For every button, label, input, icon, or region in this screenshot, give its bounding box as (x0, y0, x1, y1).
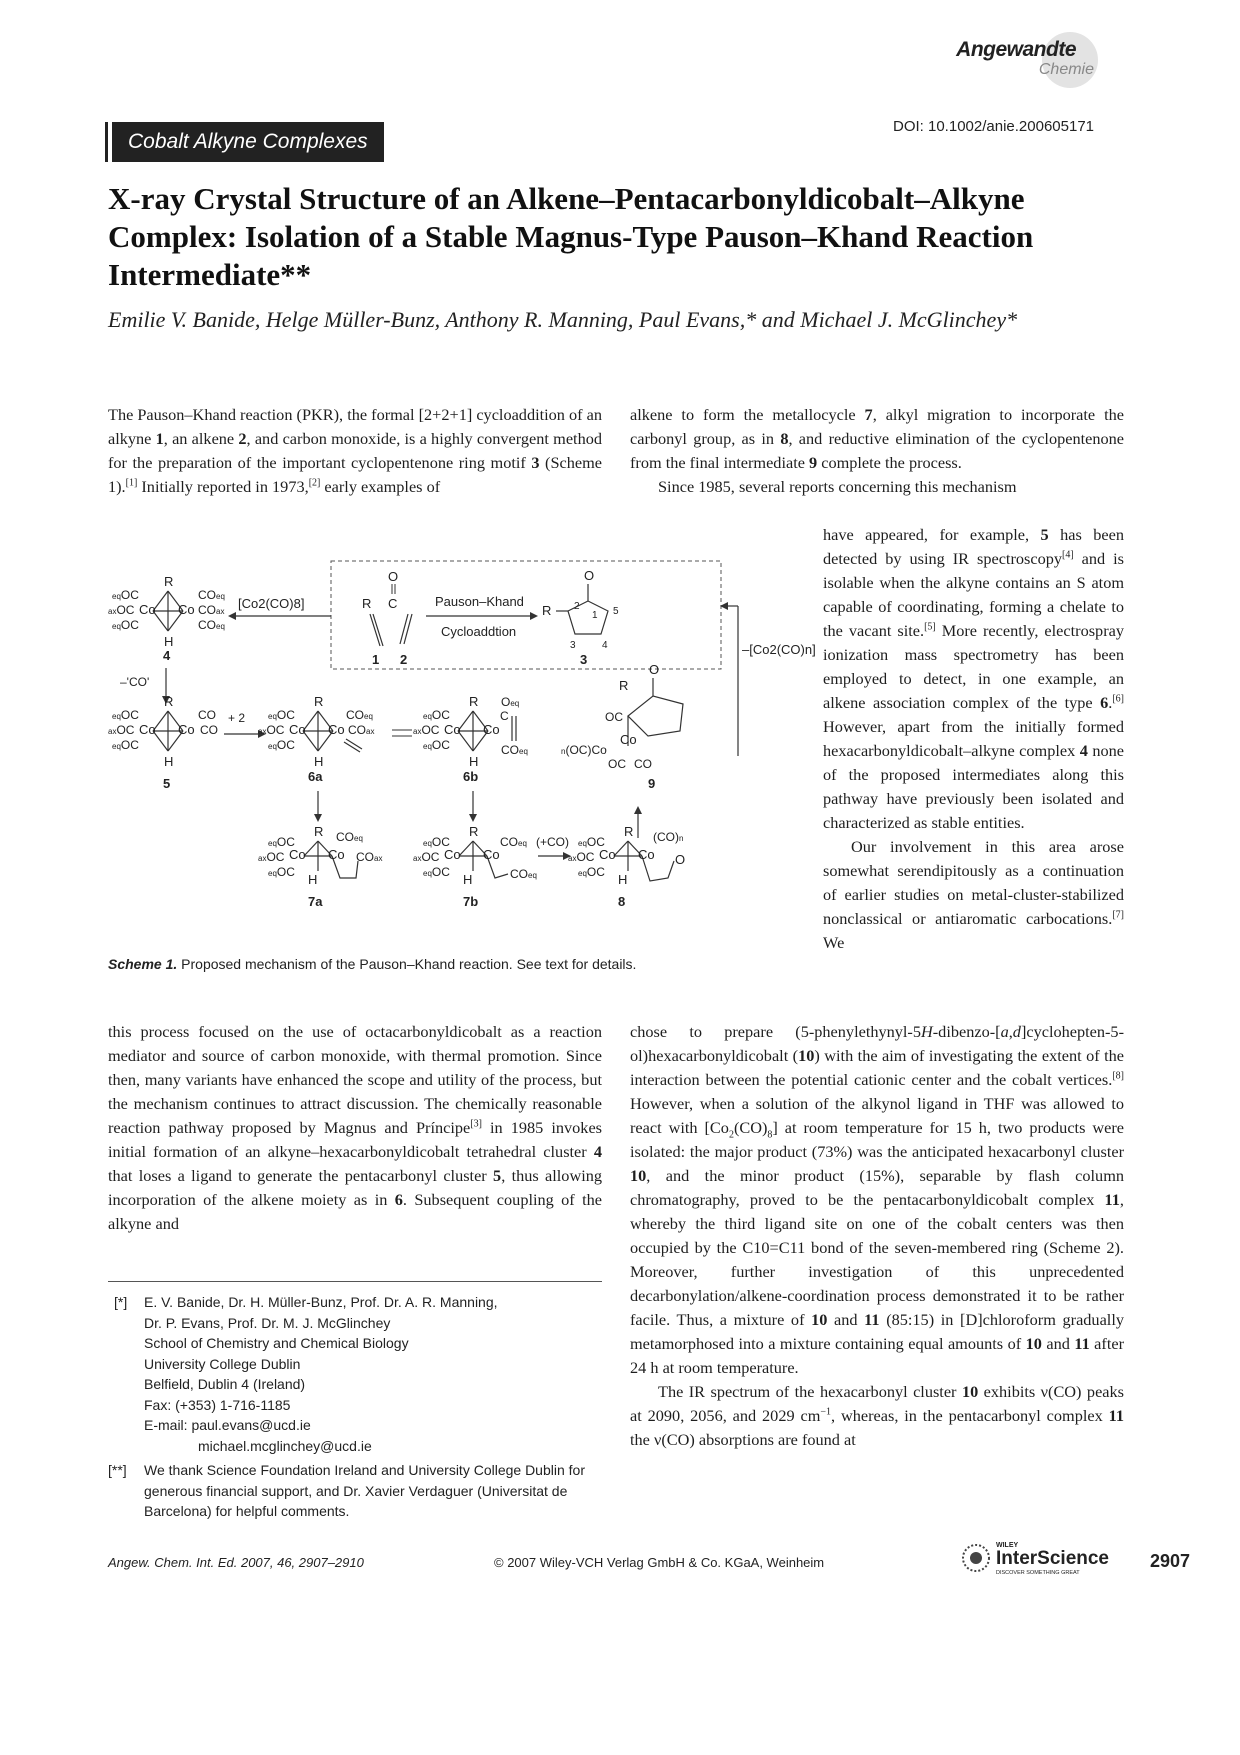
svg-text:H: H (469, 754, 479, 769)
fn-line: Fax: (+353) 1-716-1185 (144, 1396, 291, 1413)
svg-text:Co: Co (599, 847, 616, 862)
label-7a: 7a (308, 894, 323, 909)
label-1: 1 (372, 652, 380, 667)
svg-text:eqOC: eqOC (112, 618, 139, 632)
svg-text:eqOC: eqOC (423, 708, 450, 722)
svg-text:eqOC: eqOC (423, 865, 450, 879)
svg-text:R: R (469, 824, 479, 839)
loss-label: –[Co2(CO)n] (742, 642, 816, 657)
body-col2-top: alkene to form the metallocycle 7, alkyl migration to incorporate the carbonyl group, as in 8, and reductive elimination of the cyclopentenone from the final intermediate 9 complete the process. Since 1985, several reports concerning this mechanism (630, 405, 1125, 496)
svg-text:eqOC: eqOC (423, 835, 450, 849)
section-tag: Cobalt Alkyne Complexes (108, 122, 384, 162)
svg-text:R: R (164, 574, 174, 589)
plus-two-label: + 2 (228, 711, 246, 725)
minus-co-label: –'CO' (120, 675, 150, 689)
footer-journal-citation: Angew. Chem. Int. Ed. 2007, 46, 2907–2910 (108, 1555, 364, 1570)
fn-line: Belfield, Dublin 4 (Ireland) (144, 1376, 306, 1392)
scheme-caption (108, 956, 636, 972)
svg-text:COeq: COeq (500, 835, 527, 849)
compound-3-structure (556, 584, 608, 634)
svg-text:axOC: axOC (258, 850, 285, 864)
label-6b: 6b (463, 769, 479, 784)
interscience-logo (958, 1538, 1138, 1578)
svg-text:Co: Co (328, 722, 345, 737)
svg-text:Co: Co (178, 602, 195, 617)
plus-co-label: (+CO) (536, 835, 569, 849)
doi[interactable]: DOI: 10.1002/anie.200605171 (893, 118, 1094, 135)
svg-text:eqOC: eqOC (112, 588, 139, 602)
svg-text:Co: Co (620, 732, 637, 747)
svg-text:eqOC: eqOC (423, 738, 450, 752)
svg-text:1: 1 (592, 610, 598, 621)
label-6a: 6a (308, 769, 323, 784)
svg-text:axOC: axOC (108, 723, 135, 737)
svg-text:H: H (164, 634, 174, 649)
scheme-1-figure (108, 556, 816, 946)
svg-text:axOC: axOC (568, 850, 595, 864)
fn2-text: We thank Science Foundation Ireland and University College Dublin for generous financial support, and Dr. Xavier Verdaguer (Universitat de Barcelona) for helpful comments. (144, 1462, 585, 1519)
svg-text:Co: Co (139, 722, 156, 737)
svg-text:eqOC: eqOC (268, 738, 295, 752)
fn-line: E. V. Banide, Dr. H. Müller-Bunz, Prof. Dr. A. R. Manning, (144, 1294, 498, 1310)
svg-text:Co: Co (444, 722, 461, 737)
svg-text:R: R (619, 678, 629, 693)
svg-text:COeq: COeq (198, 618, 225, 632)
svg-text:H: H (164, 754, 174, 769)
label-9: 9 (648, 776, 656, 791)
svg-text:eqOC: eqOC (268, 835, 295, 849)
footnote-acknowledgment (108, 1460, 602, 1522)
label-3: 3 (580, 652, 588, 667)
body-col1-bottom: this process focused on the use of octacarbonyldicobalt as a reaction mediator and source of carbon monoxide, with thermal promotion. Since then, many variants have enhanced the scope and utility of the process, but the mechanism continues to attract discussion. The chemically reasonable reaction pathway proposed by Magnus and Príncipe[3] in 1985 invokes initial formation of an alkyne–hexacarbonyldicobalt tetrahedral cluster 4 that loses a ligand to generate the pentacarbonyl cluster 5, thus allowing incorporation of the alkene moiety as in 6. Subsequent coupling of the alkyne and (108, 1022, 603, 1233)
svg-text:Co: Co (328, 847, 345, 862)
svg-text:Co: Co (483, 722, 500, 737)
svg-text:axOC: axOC (413, 723, 440, 737)
svg-text:OC: OC (605, 710, 623, 724)
svg-text:R: R (362, 596, 372, 611)
fn-line: Dr. P. Evans, Prof. Dr. M. J. McGlinchey (144, 1314, 391, 1331)
svg-text:eqOC: eqOC (112, 708, 139, 722)
svg-text:Co: Co (178, 722, 195, 737)
svg-text:eqOC: eqOC (268, 708, 295, 722)
svg-text:H: H (308, 872, 318, 887)
fn-email-line[interactable]: E-mail: paul.evans@ucd.ie (144, 1417, 311, 1433)
svg-text:COeq: COeq (501, 743, 528, 757)
body-col1-top: The Pauson–Khand reaction (PKR), the formal [2+2+1] cycloaddition of an alkyne 1, an alkene 2, and carbon monoxide, is a highly convergent method for the preparation of the important cyclopentenone ring motif 3 (Scheme 1).[1] Initially reported in 1973,[2] early examples of (108, 405, 603, 496)
footnote-mark-1: [*] (114, 1294, 128, 1310)
footnote-affiliation (108, 1292, 602, 1456)
label-8: 8 (618, 894, 626, 909)
svg-text:COax: COax (348, 723, 375, 737)
svg-text:axOC: axOC (108, 603, 135, 617)
svg-text:H: H (618, 872, 628, 887)
svg-text:2: 2 (574, 601, 580, 612)
svg-text:COeq: COeq (510, 867, 537, 881)
svg-text:CO: CO (200, 723, 218, 737)
svg-text:axOC: axOC (413, 850, 440, 864)
svg-text:O: O (675, 852, 686, 867)
svg-text:COax: COax (198, 603, 225, 617)
svg-text:COax: COax (356, 850, 383, 864)
svg-text:Co: Co (638, 847, 655, 862)
svg-text:COeq: COeq (346, 708, 373, 722)
svg-text:eqOC: eqOC (578, 835, 605, 849)
svg-text:Co: Co (139, 602, 156, 617)
svg-text:Co: Co (444, 847, 461, 862)
svg-text:axOC: axOC (258, 723, 285, 737)
svg-text:COeq: COeq (336, 830, 363, 844)
body-col2-narrow: have appeared, for example, 5 has been detected by using IR spectroscopy[4] and is isolable when the alkyne contains an S atom capable of coordinating, forming a chelate to the vacant site.[5] More recently, electrospray ionization mass spectrometry has been employed to detect, in one example, an alkene association complex of the type 6.[6] However, apart from the initially formed hexacarbonyldicobalt–alkyne complex 4 none of the proposed intermediates along this pathway have previously been isolated and characterized as stable entities. Our involvement in this area arose somewhat serendipitously as a continuation of earlier studies on metal-cluster-stabilized nonclassical or antiaromatic carbocations.[7] We (823, 525, 1124, 952)
svg-text:O: O (388, 569, 399, 584)
body-col2-bottom: chose to prepare (5-phenylethynyl-5H-dibenzo-[a,d]cyclohepten-5-ol)hexacarbonyldicobalt (10) with the aim of investigating the extent of the interaction between the potential cationic center and the cobalt vertices.[8] However, when a solution of the alkynol ligand in THF was allowed to react with $[Co_2(CO)_8]$ at room temperature for 15 h, two products were isolated: the major product (73%) was the anticipated hexacarbonyl cluster 10, and the minor product (15%), separable by flash column chromatography, proved to be the pentacarbonyldicobalt complex 11, whereby the third ligand site on one of the cobalt centers was then occupied by the C10=C11 bond of the seven-membered ring (Scheme 2). Moreover, further investigation of this unprecedented decarbonylation/alkene-coordination process demonstrated it to be rather facile. Thus, a mixture of 10 and 11 (85:15) in [D]chloroform gradually metamorphosed into a mixture containing equal amounts of 10 and 11 after 24 h at room temperature. The IR spectrum of the hexacarbonyl cluster 10 exhibits ν(CO) peaks at 2090, 2056, and 2029 $cm^{-1}$, whereas, in the pentacarbonyl complex 11 the ν(CO) absorptions are found at (630, 1022, 1125, 1449)
svg-text:H: H (314, 754, 324, 769)
svg-text:R: R (314, 824, 324, 839)
svg-text:OC: OC (608, 757, 626, 771)
reagent-co2co8: [Co2(CO)8] (238, 596, 305, 611)
svg-text:Co: Co (289, 847, 306, 862)
svg-text:C: C (500, 709, 509, 723)
svg-text:Co: Co (289, 722, 306, 737)
logo-interscience-text: InterScience (996, 1548, 1109, 1569)
arrow-label-pk: Pauson–Khand (435, 594, 524, 609)
page-number: 2907 (1150, 1551, 1191, 1571)
svg-text:5: 5 (613, 606, 619, 617)
label-2: 2 (400, 652, 408, 667)
svg-text:R: R (164, 694, 174, 709)
author-list: Emilie V. Banide, Helge Müller-Bunz, Anthony R. Manning, Paul Evans,* and Michael J. McGlinchey* (108, 307, 1018, 332)
label-5: 5 (163, 776, 171, 791)
svg-text:R: R (469, 694, 479, 709)
arrow-label-cyclo: Cycloaddtion (441, 624, 517, 639)
svg-text:C: C (388, 596, 398, 611)
svg-text:4: 4 (602, 640, 608, 651)
svg-text:(CO)n: (CO)n (653, 830, 684, 844)
footnote-mark-2: [**] (108, 1462, 127, 1478)
logo-word: Angewandte (956, 38, 1076, 61)
logo-tagline: DISCOVER SOMETHING GREAT (996, 1570, 1080, 1576)
svg-text:eqOC: eqOC (112, 738, 139, 752)
svg-text:CO: CO (198, 708, 216, 722)
svg-text:R: R (542, 603, 552, 618)
svg-text:CO: CO (634, 757, 652, 771)
svg-text:n(OC)Co: n(OC)Co (561, 743, 607, 757)
fn-email-line[interactable]: michael.mcglinchey@ucd.ie (198, 1437, 372, 1454)
footnote-rule (108, 1281, 602, 1282)
article-title: X-ray Crystal Structure of an Alkene–Pentacarbonyldicobalt–Alkyne Complex: Isolation of a Stable Magnus-Type Pauson–Khand Reaction Intermediate** (108, 181, 1034, 292)
svg-text:3: 3 (570, 640, 576, 651)
logo-sub: Chemie (1038, 61, 1094, 78)
svg-text:eqOC: eqOC (578, 865, 605, 879)
scheme-caption-text: Proposed mechanism of the Pauson–Khand reaction. See text for details. (177, 956, 637, 972)
svg-text:R: R (624, 824, 634, 839)
svg-text:WILEY: WILEY (996, 1542, 1019, 1549)
svg-text:Co: Co (483, 847, 500, 862)
svg-text:O: O (584, 568, 595, 583)
svg-text:COeq: COeq (198, 588, 225, 602)
svg-text:Oeq: Oeq (501, 695, 520, 709)
svg-text:H: H (463, 872, 473, 887)
fn-line: School of Chemistry and Chemical Biology (144, 1335, 409, 1351)
label-7b: 7b (463, 894, 479, 909)
scheme-caption-label: Scheme 1. (108, 956, 178, 972)
svg-text:eqOC: eqOC (268, 865, 295, 879)
svg-text:R: R (314, 694, 324, 709)
footer-copyright: © 2007 Wiley-VCH Verlag GmbH & Co. KGaA, Weinheim (494, 1555, 825, 1570)
label-4: 4 (163, 648, 171, 663)
fn-line: University College Dublin (144, 1355, 301, 1372)
journal-logo (956, 30, 1112, 90)
svg-text:O: O (649, 662, 660, 677)
